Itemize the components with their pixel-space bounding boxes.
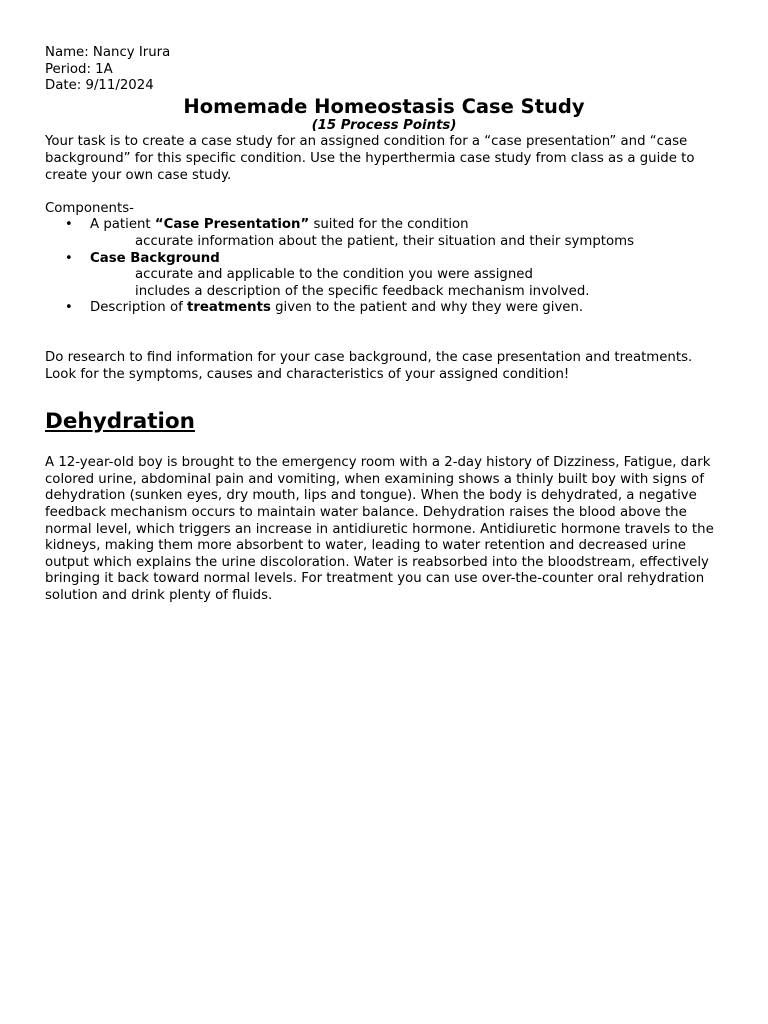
component-text: Description of — [90, 300, 187, 316]
intro-paragraph: Your task is to create a case study for an assigned condition for a “case presentation” and “case background” for this specific condition. Use the hyperthermia case study from class as a guide to create your own case study. — [45, 134, 695, 183]
component-item — [45, 300, 723, 317]
student-period: Period: 1A — [45, 61, 113, 77]
student-name: Name: Nancy Irura — [45, 45, 171, 60]
components-list — [45, 217, 723, 317]
case-paragraph: A 12-year-old boy is brought to the emergency room with a 2-day history of Dizziness, Fatigue, dark colored urine, abdominal pain and vomiting, when examining shows a thinly built boy with signs of dehydration (sunken eyes, dry mouth, lips and tongue). When the body is dehydrated, a negative feedback mechanism occurs to maintain water balance. Dehydration raises the blood above the normal level, which triggers an increase in antidiuretic hormone. Antidiuretic hormone travels to the kidneys, making them more absorbent to water, leading to water retention and decreased urine output which explains the urine discoloration. Water is reabsorbed into the bloodstream, effectively bringing it back toward normal levels. For treatment you can use over-the-counter oral rehydration solution and drink plenty of fluids. — [45, 455, 714, 604]
component-text: A patient — [90, 217, 155, 233]
bullet-icon: • — [65, 300, 73, 316]
component-subitem: includes a description of the specific feedback mechanism involved. — [135, 283, 590, 299]
spacer — [45, 435, 723, 455]
assignment-date: Date: 9/11/2024 — [45, 78, 154, 94]
bullet-icon: • — [65, 217, 73, 233]
document-subtitle: (15 Process Points) — [311, 117, 457, 133]
component-bold: Case Background — [90, 250, 220, 266]
research-note: Do research to find information for your case background, the case presentation and treatments. Look for the symptoms, causes and characteristics of your assigned condition! — [45, 350, 693, 382]
document-title: Homemade Homeostasis Case Study — [183, 94, 585, 118]
components-label: Components- — [45, 200, 134, 216]
component-text: given to the patient and why they were given. — [270, 300, 584, 316]
component-bold: treatments — [187, 300, 271, 316]
component-item — [45, 251, 723, 301]
component-item — [45, 217, 723, 250]
bullet-icon: • — [65, 250, 73, 266]
component-subitem: accurate and applicable to the condition you were assigned — [135, 267, 533, 283]
component-text: suited for the condition — [309, 217, 469, 233]
spacer — [45, 383, 723, 409]
spacer — [45, 184, 723, 201]
spacer — [45, 317, 723, 334]
component-subitem: accurate information about the patient, their situation and their symptoms — [135, 233, 635, 249]
component-bold: “Case Presentation” — [154, 217, 310, 233]
spacer — [45, 334, 723, 351]
section-heading: Dehydration — [45, 409, 195, 435]
